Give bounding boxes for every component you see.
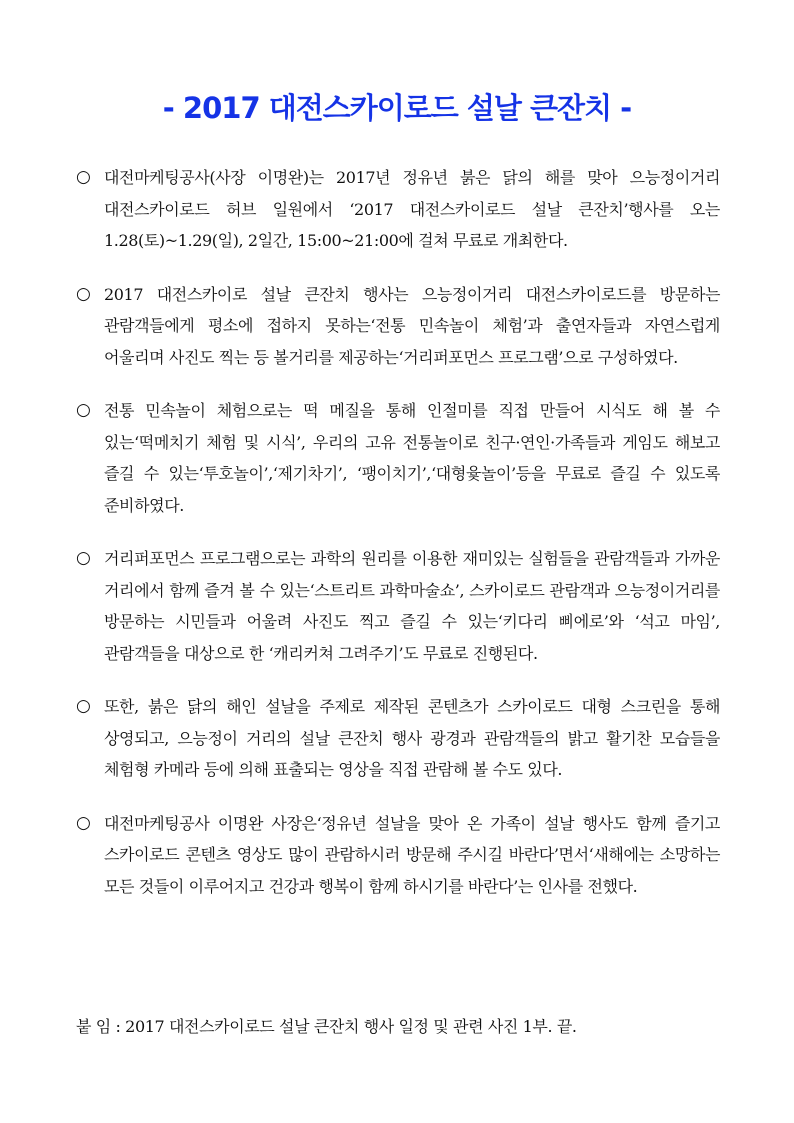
paragraph-text: 2017 대전스카이로 설날 큰잔치 행사는 으능정이거리 대전스카이로드를 방문하는 관람객들에게 평소에 접하지 못하는‘전통 민속놀이 체험’과 출연자들과 자연스럽게 어울리며 사진도 찍는 등 볼거리를 제공하는‘거리퍼포먼스 프로그램’으로 구성하였다. bbox=[104, 284, 720, 367]
circle-bullet-icon: ○ bbox=[76, 812, 91, 833]
attachment-note: 붙 임 : 2017 대전스카이로드 설날 큰잔치 행사 일정 및 관련 사진 1부. 끝. bbox=[76, 1017, 577, 1036]
circle-bullet-icon: ○ bbox=[76, 167, 91, 187]
document-body bbox=[76, 162, 720, 924]
paragraph-6 bbox=[76, 808, 720, 903]
paragraph-text: 또한, 붉은 닭의 해인 설날을 주제로 제작된 콘텐츠가 스카이로드 대형 스크린을 통해 상영되고, 으능정이 거리의 설날 큰잔치 행사 광경과 관람객들의 밝고 활기찬 모습들을 체험형 카메라 등에 의해 표출되는 영상을 직접 관람해 볼 수도 있다. bbox=[104, 697, 720, 779]
paragraph-4 bbox=[76, 543, 720, 669]
document-title: - 2017 대전스카이로드 설날 큰잔치 - bbox=[162, 91, 632, 125]
paragraph-text: 전통 민속놀이 체험으로는 떡 메질을 통해 인절미를 직접 만들어 시식도 해 볼 수 있는‘떡메치기 체험 및 시식’, 우리의 고유 전통놀이로 친구·연인·가족들과 게임도 해보고 즐길 수 있는‘투호놀이’,‘제기차기’, ‘팽이치기’,‘대형윷놀이’등을 무료로 즐길 수 있도록 준비하였다. bbox=[104, 401, 720, 515]
circle-bullet-icon: ○ bbox=[76, 696, 91, 716]
paragraph-2 bbox=[76, 279, 720, 374]
circle-bullet-icon: ○ bbox=[76, 283, 91, 304]
circle-bullet-icon: ○ bbox=[76, 548, 91, 568]
paragraph-5 bbox=[76, 691, 720, 786]
paragraph-3 bbox=[76, 395, 720, 521]
paragraph-text: 거리퍼포먼스 프로그램으로는 과학의 원리를 이용한 재미있는 실험들을 관람객들과 가까운 거리에서 함께 즐겨 볼 수 있는‘스트리트 과학마술쇼’, 스카이로드 관람객과 으능정이거리를 방문하는 시민들과 어울려 사진도 찍고 즐길 수 있는‘키다리 삐에로’와 ‘석고 마임’, 관람객들을 대상으로 한 ‘캐리커쳐 그려주기’도 무료로 진행된다. bbox=[104, 549, 720, 663]
paragraph-1 bbox=[76, 162, 720, 257]
paragraph-text: 대전마케팅공사(사장 이명완)는 2017년 정유년 붉은 닭의 해를 맞아 으능정이거리 대전스카이로드 허브 일원에서 ‘2017 대전스카이로드 설날 큰잔치’행사를 오는 1.28(토)~1.29(일), 2일간, 15:00~21:00에 걸쳐 무료로 개최한다. bbox=[104, 168, 720, 250]
circle-bullet-icon: ○ bbox=[76, 400, 91, 420]
paragraph-text: 대전마케팅공사 이명완 사장은‘정유년 설날을 맞아 온 가족이 설날 행사도 함께 즐기고 스카이로드 콘텐츠 영상도 많이 관람하시러 방문해 주시길 바란다’면서‘새해에는 소망하는 모든 것들이 이루어지고 건강과 행복이 함께 하시기를 바란다’는 인사를 전했다. bbox=[104, 813, 720, 896]
